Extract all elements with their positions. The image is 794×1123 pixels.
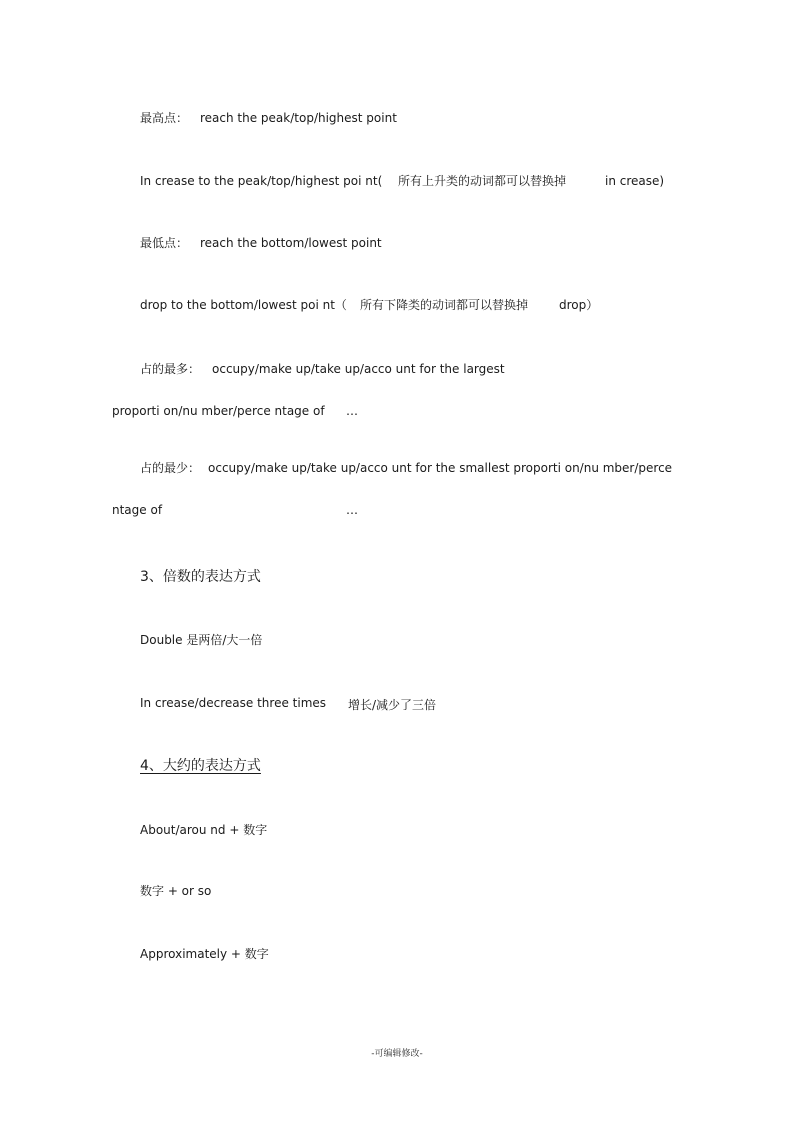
text-double: Double 是两倍/大一倍 — [140, 633, 263, 647]
label-lowest: 最低点： — [140, 236, 189, 250]
label-smallest: 占的最少： — [140, 461, 201, 475]
note-drop-bottom: 所有下降类的动词都可以替换掉 — [360, 298, 529, 312]
text-smallest-cont: ntage of — [112, 503, 163, 517]
note-increase-peak: 所有上升类的动词都可以替换掉 — [398, 174, 567, 188]
text-largest-cont: proporti on/nu mber/perce ntage of — [112, 404, 325, 418]
text-lowest: reach the bottom/lowest point — [200, 236, 382, 250]
text-largest: occupy/make up/take up/acco unt for the largest — [212, 362, 505, 376]
heading-approximate: 4、大约的表达方式 — [140, 758, 261, 774]
text-three-times: In crease/decrease three times — [140, 696, 327, 710]
text-about: About/arou nd + 数字 — [140, 823, 268, 837]
heading-multiples: 3、倍数的表达方式 — [140, 569, 261, 585]
label-highest: 最高点： — [140, 111, 189, 125]
page-footer: -可编辑修改- — [371, 1049, 423, 1059]
text-approximately: Approximately + 数字 — [140, 947, 269, 961]
text-smallest: occupy/make up/take up/acco unt for the smallest proporti on/nu mber/perce — [208, 461, 673, 475]
text-increase-peak-end: in crease) — [605, 174, 665, 188]
note-three-times: 增长/减少了三倍 — [348, 698, 437, 712]
text-increase-peak: In crease to the peak/top/highest poi nt( — [140, 174, 383, 188]
text-drop-bottom-end: drop） — [559, 298, 599, 312]
label-largest: 占的最多： — [140, 362, 201, 376]
ellipsis-largest: … — [346, 404, 358, 418]
text-or-so: 数字 + or so — [140, 884, 212, 898]
text-highest: reach the peak/top/highest point — [200, 111, 397, 125]
text-drop-bottom: drop to the bottom/lowest poi nt（ — [140, 298, 347, 312]
ellipsis-smallest: … — [346, 503, 358, 517]
